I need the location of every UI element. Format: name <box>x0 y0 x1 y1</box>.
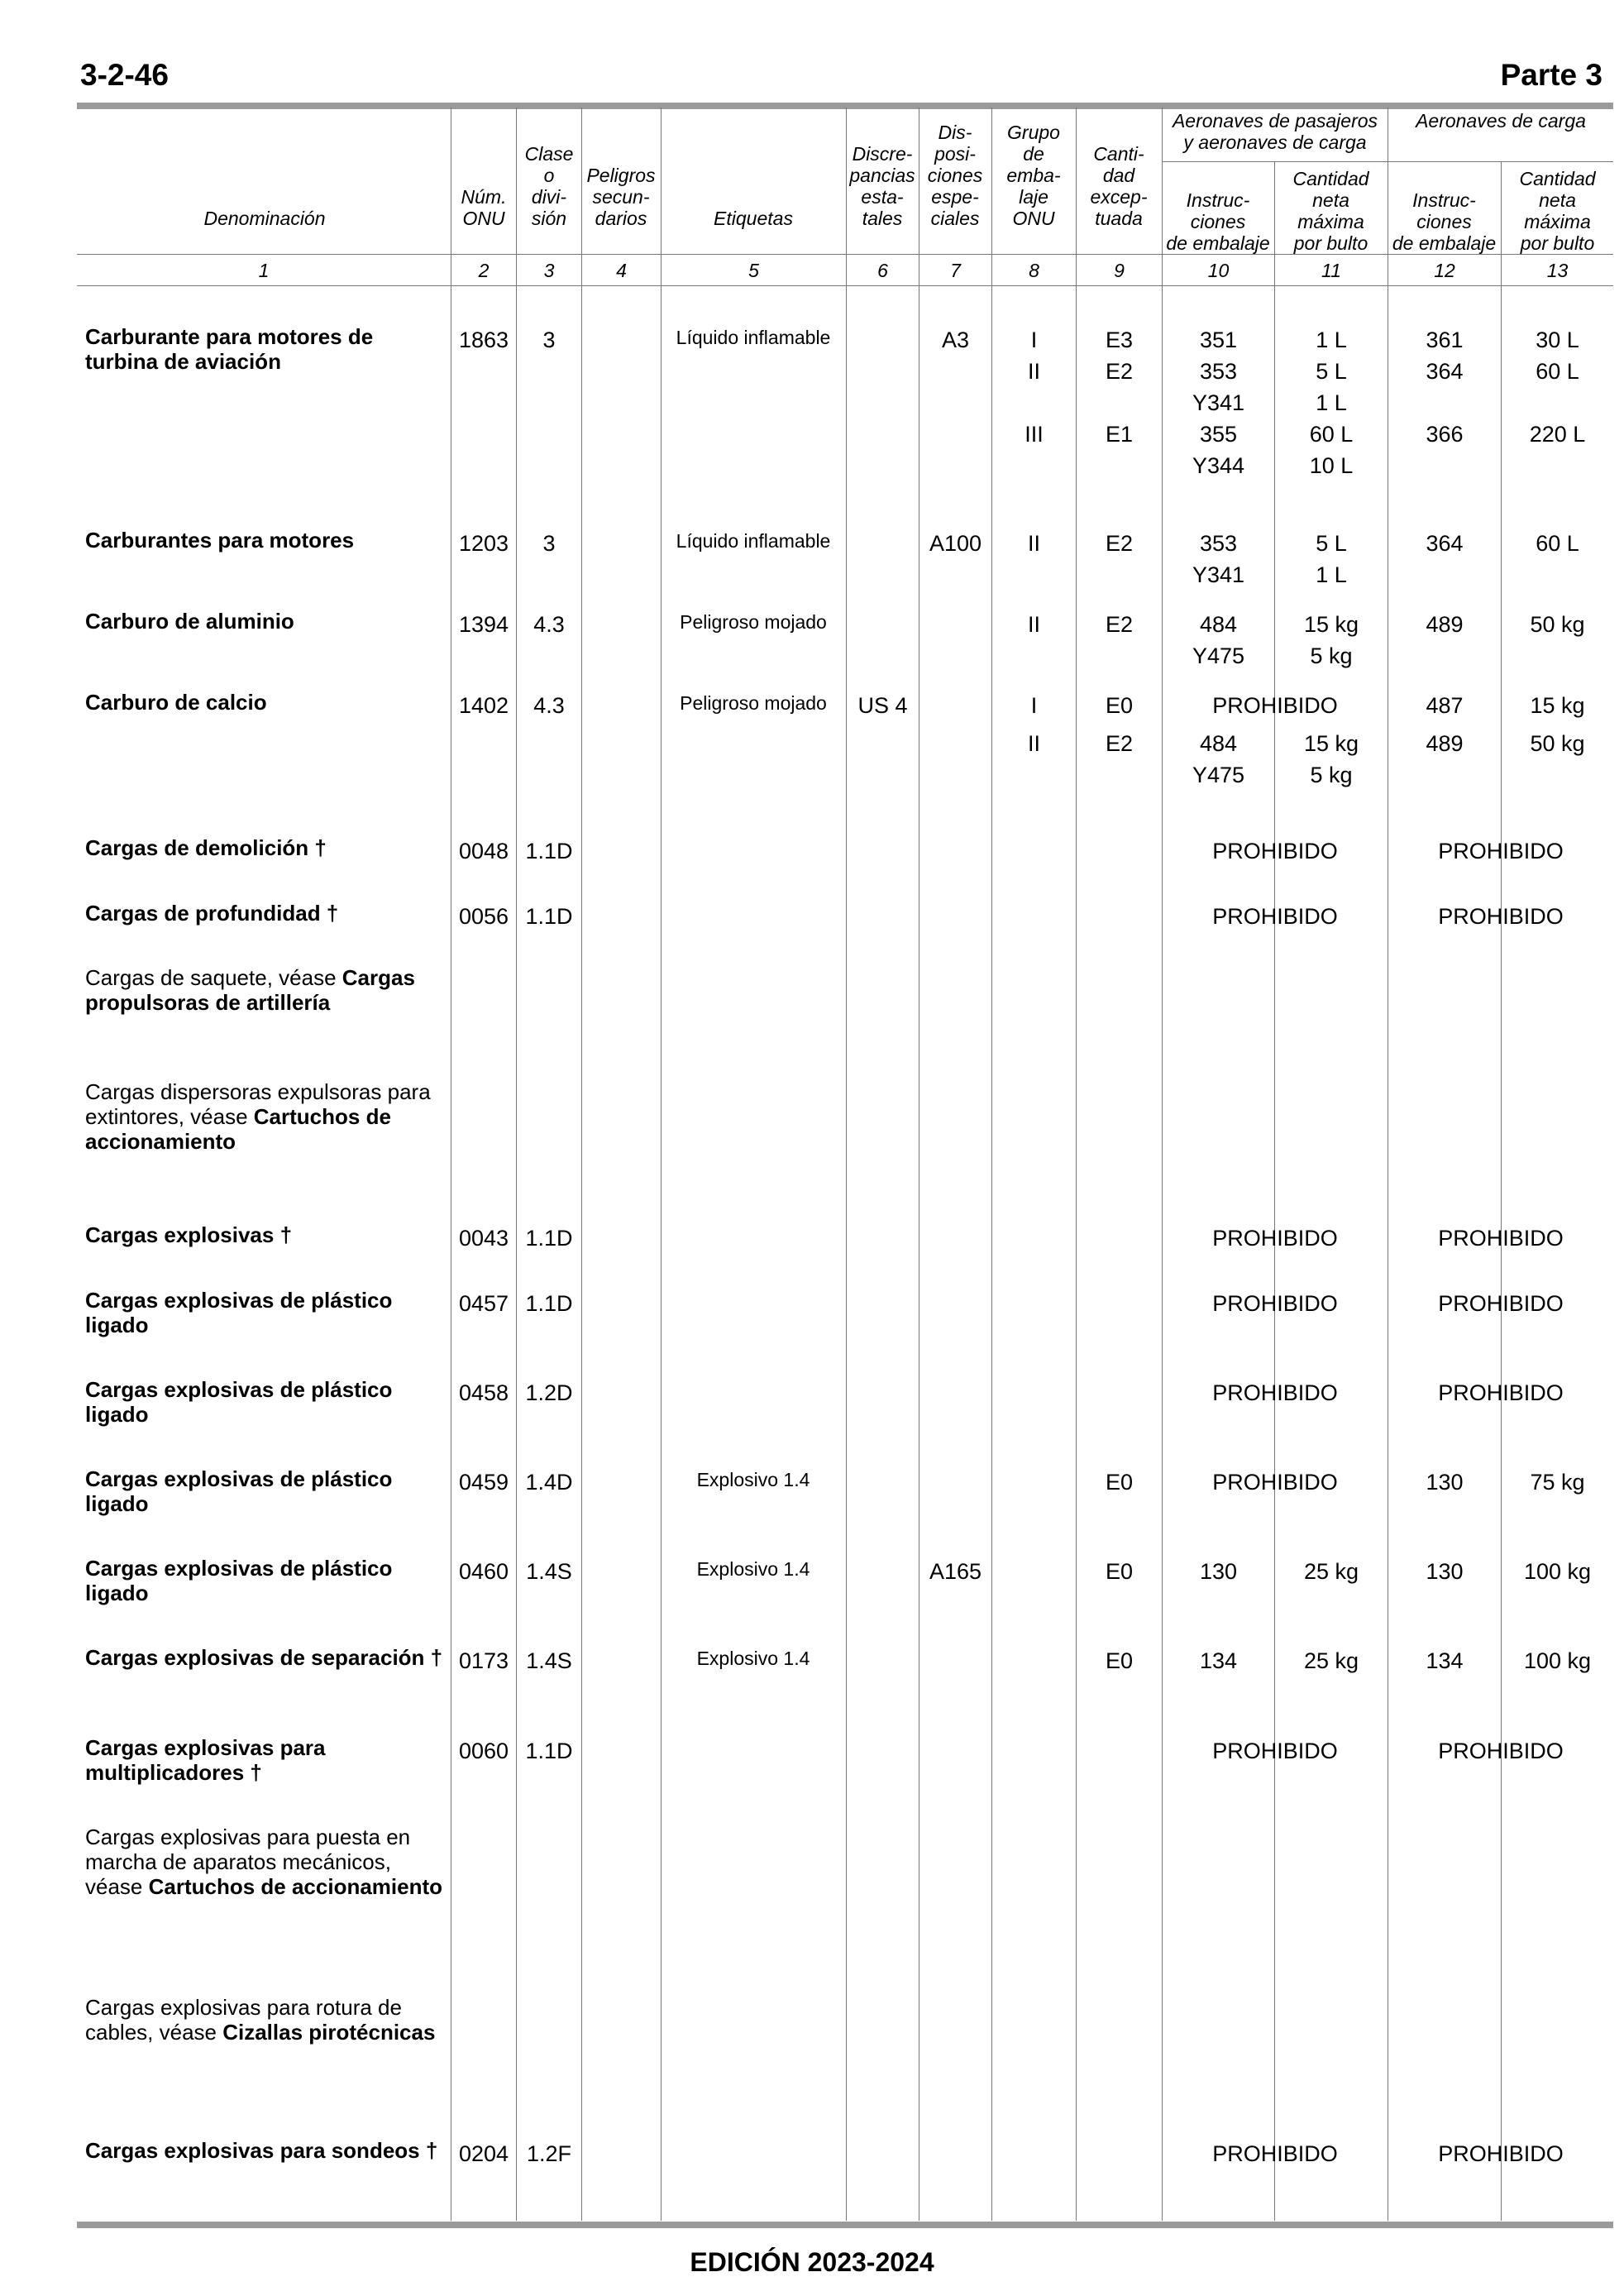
un-number: 1402 <box>458 693 509 718</box>
pax-quantity: 15 kg 5 kg <box>1303 612 1359 668</box>
row-name: Cargas explosivas para multiplicadores † <box>85 1735 326 1785</box>
row-name: Cargas explosivas de separación † <box>85 1645 443 1670</box>
un-number: 1394 <box>458 612 509 637</box>
special-provisions: A165 <box>929 1559 982 1584</box>
excepted-quantity: E0 <box>1105 1559 1134 1584</box>
row-name: Carburantes para motores <box>85 528 355 552</box>
packing-group: I II III <box>1025 328 1044 447</box>
header-bottom-line <box>77 254 1613 255</box>
header-cantidad-exceptuada: Canti- dad excep- tuada <box>1090 143 1148 229</box>
row-name: Cargas dispersoras expulsoras para extintores, véase <box>85 1079 431 1129</box>
special-provisions: A3 <box>941 328 970 352</box>
pax-instructions: 134 <box>1199 1648 1238 1673</box>
hazard-label: Líquido inflamable <box>676 327 831 348</box>
table-row <box>85 2138 445 2163</box>
cargo-instructions: 489 <box>1426 612 1464 637</box>
table-row <box>85 835 445 860</box>
table-row <box>85 690 445 715</box>
packing-group: II <box>1027 731 1040 756</box>
table-row <box>85 1288 445 1337</box>
header-denominacion: Denominación <box>203 208 326 229</box>
cargo-quantity: 100 kg <box>1523 1559 1592 1584</box>
header-cantidad-carga: Cantidad neta máxima por bulto <box>1519 168 1596 254</box>
table-row <box>85 1735 445 1785</box>
col-number: 11 <box>1321 260 1341 281</box>
row-name: Cargas explosivas de plástico ligado <box>85 1466 393 1516</box>
un-number: 1863 <box>458 328 509 352</box>
un-number: 0204 <box>458 2141 509 2166</box>
pax-instructions: 130 <box>1199 1559 1238 1584</box>
class-division: 4.3 <box>533 612 565 637</box>
row-name: Carburante para motores de turbina de aviación <box>85 324 374 374</box>
table-row <box>85 1995 445 2045</box>
cargo-prohibited: PROHIBIDO <box>1438 1739 1564 1763</box>
excepted-quantity: E2 <box>1105 731 1134 756</box>
un-number: 0043 <box>458 1226 509 1251</box>
packing-group: II <box>1027 531 1040 556</box>
cargo-prohibited: PROHIBIDO <box>1438 1380 1564 1405</box>
un-number: 0060 <box>458 1739 509 1763</box>
pax-instructions: 484 Y475 <box>1192 731 1245 787</box>
table-row <box>85 1466 445 1516</box>
col-number: 4 <box>616 260 627 281</box>
header-pasajeros: Aeronaves de pasajeros y aeronaves de carga <box>1172 110 1378 153</box>
row-name: Cargas explosivas de plástico ligado <box>85 1288 393 1337</box>
header-discrepancias: Discre- pancias esta- tales <box>849 143 915 229</box>
pax-instructions: 484 Y475 <box>1192 612 1245 668</box>
bottom-rule <box>77 2222 1613 2228</box>
un-number: 0460 <box>458 1559 509 1584</box>
cargo-instructions: 130 <box>1426 1559 1464 1584</box>
class-division: 1.2D <box>525 1380 573 1405</box>
table-row <box>85 901 445 926</box>
col-number-line <box>77 285 1613 286</box>
header-instrucciones-carga: Instruc- ciones de embalaje <box>1392 189 1497 254</box>
col-number: 6 <box>877 260 888 281</box>
pax-prohibited: PROHIBIDO <box>1212 904 1338 929</box>
part-title: Parte 3 <box>1500 58 1603 92</box>
row-name: Cargas de demolición † <box>85 835 327 860</box>
cargo-instructions: 134 <box>1426 1648 1464 1673</box>
excepted-quantity: E2 <box>1105 531 1134 556</box>
table-row <box>85 1645 445 1670</box>
pax-prohibited: PROHIBIDO <box>1212 1380 1338 1405</box>
row-name: Cargas explosivas para rotura de cables, véase <box>85 1995 402 2045</box>
pax-prohibited: PROHIBIDO <box>1212 1291 1338 1316</box>
cargo-prohibited: PROHIBIDO <box>1438 1226 1564 1251</box>
cross-reference: Cargas propulsoras de artillería <box>85 965 415 1015</box>
pax-prohibited: PROHIBIDO <box>1212 1739 1338 1763</box>
packing-group: I <box>1030 693 1038 718</box>
row-name: Cargas explosivas de plástico ligado <box>85 1556 393 1605</box>
hazard-label: Peligroso mojado <box>680 611 827 633</box>
cargo-prohibited: PROHIBIDO <box>1438 839 1564 863</box>
col-number: 10 <box>1207 260 1230 281</box>
class-division: 3 <box>542 531 556 556</box>
col-divider <box>516 108 517 2221</box>
un-number: 0459 <box>458 1470 509 1495</box>
table-row <box>85 1556 445 1605</box>
cargo-instructions: 361 364 366 <box>1426 328 1464 447</box>
cargo-quantity: 50 kg <box>1530 612 1585 637</box>
class-division: 1.1D <box>525 839 573 863</box>
pax-quantity: 5 L 1 L <box>1316 531 1347 587</box>
hazard-label: Líquido inflamable <box>676 530 831 552</box>
class-division: 1.4D <box>525 1470 573 1495</box>
un-number: 0056 <box>458 904 509 929</box>
class-division: 4.3 <box>533 693 565 718</box>
pax-prohibited: PROHIBIDO <box>1212 839 1338 863</box>
row-name: Carburo de aluminio <box>85 609 294 634</box>
cargo-instructions: 487 <box>1426 693 1464 718</box>
header-num-onu: Núm. ONU <box>461 186 507 229</box>
row-name: Carburo de calcio <box>85 690 267 715</box>
un-number: 0173 <box>458 1648 509 1673</box>
hazard-label: Peligroso mojado <box>680 692 827 714</box>
cargo-instructions: 489 <box>1426 731 1464 756</box>
col-number: 13 <box>1546 260 1569 281</box>
header-cantidad-pax: Cantidad neta máxima por bulto <box>1292 168 1369 254</box>
row-name: Cargas explosivas para puesta en marcha de aparatos mecánicos, véase <box>85 1825 411 1899</box>
col-divider <box>846 108 847 2221</box>
excepted-quantity: E0 <box>1105 1648 1134 1673</box>
row-name: Cargas explosivas † <box>85 1222 293 1247</box>
pax-prohibited: PROHIBIDO <box>1212 693 1338 718</box>
table-row <box>85 965 445 1015</box>
table-row <box>85 1377 445 1427</box>
header-disposiciones: Dis- posi- ciones espe- ciales <box>927 122 983 229</box>
cargo-quantity: 60 L <box>1536 531 1579 556</box>
class-division: 1.1D <box>525 1291 573 1316</box>
col-number: 9 <box>1114 260 1125 281</box>
class-division: 3 <box>542 328 556 352</box>
table-row <box>85 1222 445 1247</box>
cross-reference: Cartuchos de accionamiento <box>148 1874 443 1899</box>
excepted-quantity: E3 E2 E1 <box>1105 328 1134 447</box>
col-number: 3 <box>543 260 555 281</box>
top-rule <box>77 103 1613 109</box>
header-instrucciones-pax: Instruc- ciones de embalaje <box>1166 189 1270 254</box>
pax-instructions: 353 Y341 <box>1192 531 1245 587</box>
class-division: 1.4S <box>526 1648 572 1673</box>
cargo-prohibited: PROHIBIDO <box>1438 2141 1564 2166</box>
un-number: 1203 <box>458 531 509 556</box>
header-etiquetas: Etiquetas <box>714 208 793 229</box>
pax-prohibited: PROHIBIDO <box>1212 1470 1338 1495</box>
state-variation: US 4 <box>857 693 908 718</box>
un-number: 0457 <box>458 1291 509 1316</box>
col-divider <box>661 108 662 2221</box>
col-divider <box>581 108 582 2221</box>
col-number: 12 <box>1434 260 1455 281</box>
class-division: 1.1D <box>525 1226 573 1251</box>
pax-quantity: 1 L 5 L 1 L 60 L 10 L <box>1309 328 1354 478</box>
col-number: 8 <box>1029 260 1039 281</box>
col-number: 2 <box>478 260 490 281</box>
cargo-quantity: 15 kg <box>1530 693 1585 718</box>
special-provisions: A100 <box>929 531 982 556</box>
class-division: 1.2F <box>526 2141 572 2166</box>
page-number: 3-2-46 <box>80 58 169 92</box>
cargo-quantity: 30 L 60 L 220 L <box>1529 328 1586 447</box>
class-division: 1.1D <box>525 1739 573 1763</box>
cargo-instructions: 130 <box>1426 1470 1464 1495</box>
header-clase: Clase o divi- sión <box>524 143 574 229</box>
table-row <box>85 528 445 552</box>
cargo-quantity: 100 kg <box>1523 1648 1592 1673</box>
hazard-label: Explosivo 1.4 <box>696 1558 810 1580</box>
hazard-label: Explosivo 1.4 <box>696 1469 810 1490</box>
packing-group: II <box>1027 612 1040 637</box>
pax-prohibited: PROHIBIDO <box>1212 1226 1338 1251</box>
row-name: Cargas de saquete, véase <box>85 965 342 990</box>
cargo-quantity: 50 kg <box>1530 731 1585 756</box>
table-row <box>85 324 445 374</box>
cross-reference: Cartuchos de accionamiento <box>85 1104 391 1154</box>
row-name: Cargas de profundidad † <box>85 901 339 926</box>
un-number: 0458 <box>458 1380 509 1405</box>
pax-prohibited: PROHIBIDO <box>1212 2141 1338 2166</box>
col-number: 1 <box>258 260 270 281</box>
cargo-instructions: 364 <box>1426 531 1464 556</box>
class-division: 1.1D <box>525 904 573 929</box>
table-row <box>85 1825 445 1899</box>
pax-quantity: 25 kg <box>1303 1648 1359 1673</box>
col-divider <box>1501 161 1502 2221</box>
edition-footer: EDICIÓN 2023-2024 <box>690 2247 934 2277</box>
hazard-label: Explosivo 1.4 <box>696 1648 810 1669</box>
cargo-quantity: 75 kg <box>1530 1470 1585 1495</box>
row-name: Cargas explosivas de plástico ligado <box>85 1377 393 1427</box>
table-row <box>85 609 445 634</box>
cargo-prohibited: PROHIBIDO <box>1438 904 1564 929</box>
excepted-quantity: E2 <box>1105 612 1134 637</box>
row-name: Cargas explosivas para sondeos † <box>85 2138 438 2163</box>
class-division: 1.4S <box>526 1559 572 1584</box>
pax-quantity: 25 kg <box>1303 1559 1359 1584</box>
excepted-quantity: E0 <box>1105 693 1134 718</box>
col-number: 7 <box>950 260 961 281</box>
col-number: 5 <box>748 260 759 281</box>
excepted-quantity: E0 <box>1105 1470 1134 1495</box>
table-row <box>85 1079 445 1154</box>
pax-quantity: 15 kg 5 kg <box>1303 731 1359 787</box>
un-number: 0048 <box>458 839 509 863</box>
cargo-prohibited: PROHIBIDO <box>1438 1291 1564 1316</box>
header-carga: Aeronaves de carga <box>1416 110 1586 132</box>
header-grupo: Grupo de emba- laje ONU <box>1006 122 1061 229</box>
header-peligros: Peligros secun- darios <box>586 165 656 229</box>
cross-reference: Cizallas pirotécnicas <box>222 2020 436 2045</box>
pax-instructions: 351 353 Y341 355 Y344 <box>1192 328 1245 478</box>
